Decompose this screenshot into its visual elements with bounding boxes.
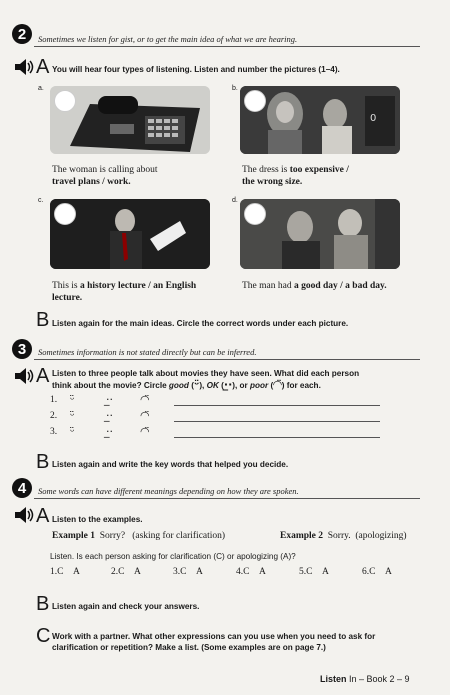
ok-face-icon[interactable]: ·̲·	[106, 393, 113, 406]
section-2-badge: 2	[12, 24, 32, 44]
rating-row: 1. ᵕ̈ ·̲· ◠̈	[50, 394, 400, 408]
answer-circle-d[interactable]	[244, 203, 266, 225]
picture-label-c: c.	[38, 197, 44, 204]
poor-face-icon[interactable]: ◠̈	[140, 393, 150, 406]
photo-conversation	[240, 199, 400, 269]
activity-instruction: Listen again and check your answers.	[52, 602, 200, 611]
poor-face-icon: ◠̈	[273, 378, 282, 391]
activity-instruction: Listen to the examples.	[52, 515, 143, 524]
poor-face-icon[interactable]: ◠̈	[140, 425, 150, 438]
activity-instruction: Listen again and write the key words that helped you decide.	[52, 460, 289, 469]
section-3-rule	[34, 359, 420, 360]
photo-shopping	[240, 86, 400, 154]
activity-letter-b: B	[36, 451, 50, 473]
example-2: Example 2 Sorry. (apologizing)	[280, 531, 407, 541]
answer-line[interactable]	[174, 421, 380, 422]
choice-item: 4.C A	[236, 567, 266, 577]
section-3-tip: Sometimes information is not stated directly but can be inferred.	[38, 347, 257, 357]
section-2-tip: Sometimes we listen for gist, or to get the main idea of what we are hearing.	[38, 34, 298, 44]
choice-item: 2.C A	[111, 567, 141, 577]
picture-label-d: d.	[232, 197, 238, 204]
speaker-icon	[14, 506, 36, 524]
speaker-icon	[14, 58, 36, 76]
caption-d: The man had a good day / a bad day.	[242, 281, 387, 291]
choice-a[interactable]: A	[195, 567, 203, 577]
activity-letter-b: B	[36, 309, 50, 331]
ok-face-icon: ·̲·	[223, 378, 233, 391]
activity-letter-b: B	[36, 593, 50, 615]
answer-line[interactable]	[174, 437, 380, 438]
choice-a[interactable]: A	[321, 567, 329, 577]
answer-circle-a[interactable]	[54, 90, 76, 112]
choice-a[interactable]: A	[384, 567, 392, 577]
choice-c[interactable]: C	[306, 567, 313, 577]
activity-letter-a: A	[36, 365, 50, 387]
choice-a[interactable]: A	[133, 567, 141, 577]
photo-telephone	[50, 86, 210, 154]
choice-item: 6.C A	[362, 567, 392, 577]
rating-row: 2. ᵕ̈ ·̲· ◠̈	[50, 410, 400, 424]
ok-face-icon[interactable]: ·̲·	[106, 409, 113, 422]
choice-a[interactable]: A	[258, 567, 266, 577]
activity-letter-a: A	[36, 505, 50, 527]
choice-item: 1.C A	[50, 567, 80, 577]
section-3-badge: 3	[12, 339, 32, 359]
page-footer: Listen In – Book 2 – 9	[320, 674, 410, 684]
answer-circle-b[interactable]	[244, 90, 266, 112]
activity-instruction: Listen to three people talk about movies they have seen. What did each person think about the movie? Circle good (ᵕ̈), OK (·̲·), or poor (◠̈) for each.	[52, 369, 360, 391]
answer-line[interactable]	[174, 405, 380, 406]
choice-item: 5.C A	[299, 567, 329, 577]
good-face-icon[interactable]: ᵕ̈	[70, 409, 75, 422]
answer-choices	[50, 567, 420, 581]
good-face-icon[interactable]: ᵕ̈	[70, 425, 75, 438]
choice-a[interactable]: A	[72, 567, 80, 577]
question-text: Listen. Is each person asking for clarification (C) or apologizing (A)?	[50, 552, 296, 561]
activity-instruction: You will hear four types of listening. Listen and number the pictures (1–4).	[52, 65, 340, 74]
good-face-icon[interactable]: ᵕ̈	[70, 393, 75, 406]
rating-row: 3. ᵕ̈ ·̲· ◠̈	[50, 426, 400, 440]
picture-label-a: a.	[38, 85, 44, 92]
section-4-tip: Some words can have different meanings depending on how they are spoken.	[38, 486, 299, 496]
section-4-badge: 4	[12, 478, 32, 498]
choice-c[interactable]: C	[180, 567, 187, 577]
choice-c[interactable]: C	[243, 567, 250, 577]
section-2-rule	[34, 46, 420, 47]
caption-a: The woman is calling about travel plans / work.	[52, 165, 158, 187]
photo-lecture	[50, 199, 210, 269]
svg-text:0: 0	[370, 113, 377, 124]
activity-letter-c: C	[36, 625, 51, 647]
example-1: Example 1 Sorry? (asking for clarification)	[52, 531, 226, 541]
ok-face-icon[interactable]: ·̲·	[106, 425, 113, 438]
choice-item: 3.C A	[173, 567, 203, 577]
good-face-icon: ᵕ̈	[193, 378, 200, 391]
answer-circle-c[interactable]	[54, 203, 76, 225]
choice-c[interactable]: C	[57, 567, 64, 577]
activity-instruction: Listen again for the main ideas. Circle the correct words under each picture.	[52, 319, 349, 328]
section-4-rule	[34, 498, 420, 499]
choice-c[interactable]: C	[369, 567, 376, 577]
picture-label-b: b.	[232, 85, 238, 92]
caption-b: The dress is too expensive / the wrong size.	[242, 165, 349, 187]
caption-c: This is a history lecture / an English lecture.	[52, 281, 197, 303]
speaker-icon	[14, 367, 36, 385]
choice-c[interactable]: C	[118, 567, 125, 577]
activity-letter-a: A	[36, 56, 50, 78]
activity-instruction: Work with a partner. What other expressions can you use when you need to ask for clarification or repetition? Make a list. (Some examples are on page 7.)	[52, 632, 376, 652]
poor-face-icon[interactable]: ◠̈	[140, 409, 150, 422]
